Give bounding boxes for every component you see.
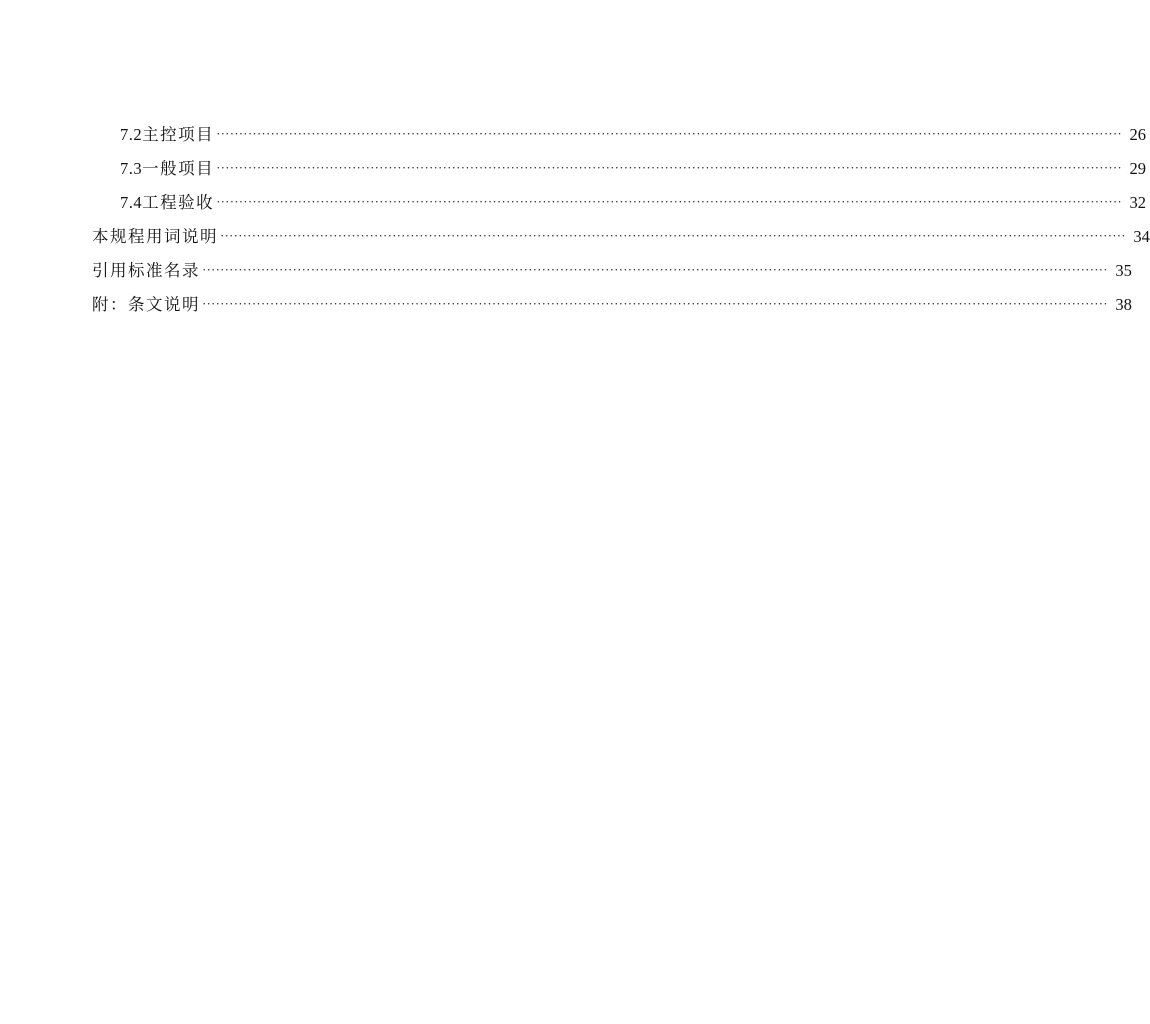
toc-entry-7-2[interactable] <box>92 118 1146 152</box>
toc-entry-title: 引用标准名录 <box>92 261 200 280</box>
toc-dot-leader: ········································································································································································································ <box>216 194 1122 209</box>
toc-entry-page: 32 <box>1129 193 1146 212</box>
toc-dot-leader: ········································································································································································································ <box>216 126 1122 141</box>
toc-entry-7-4[interactable] <box>92 186 1146 220</box>
toc-dot-leader: ········································································································································································································ <box>202 262 1108 277</box>
toc-entry-page: 26 <box>1129 125 1146 144</box>
toc-entry-title: 本规程用词说明 <box>92 227 218 246</box>
toc-dot-leader: ········································································································································································································ <box>216 160 1122 175</box>
toc-dot-leader: ········································································································································································································ <box>220 228 1126 243</box>
toc-entry-explanation[interactable] <box>92 288 1132 322</box>
toc-entry-terminology[interactable] <box>92 220 1150 254</box>
toc-entry-page: 35 <box>1115 261 1132 280</box>
toc-entry-7-3[interactable] <box>92 152 1146 186</box>
toc-entry-referenced-standards[interactable] <box>92 254 1132 288</box>
toc-entry-title: 主控项目 <box>142 125 215 144</box>
toc-entry-title: 附：条文说明 <box>92 295 200 314</box>
toc-entry-page: 38 <box>1115 295 1132 314</box>
table-of-contents <box>92 118 1150 322</box>
toc-entry-page: 34 <box>1133 227 1150 246</box>
toc-entry-title: 一般项目 <box>142 159 215 178</box>
toc-entry-number: 7.3 <box>120 159 143 178</box>
toc-entry-title: 工程验收 <box>142 193 215 212</box>
toc-dot-leader: ········································································································································································································ <box>202 296 1108 311</box>
toc-entry-number: 7.2 <box>120 125 143 144</box>
toc-entry-page: 29 <box>1129 159 1146 178</box>
toc-entry-number: 7.4 <box>120 193 143 212</box>
